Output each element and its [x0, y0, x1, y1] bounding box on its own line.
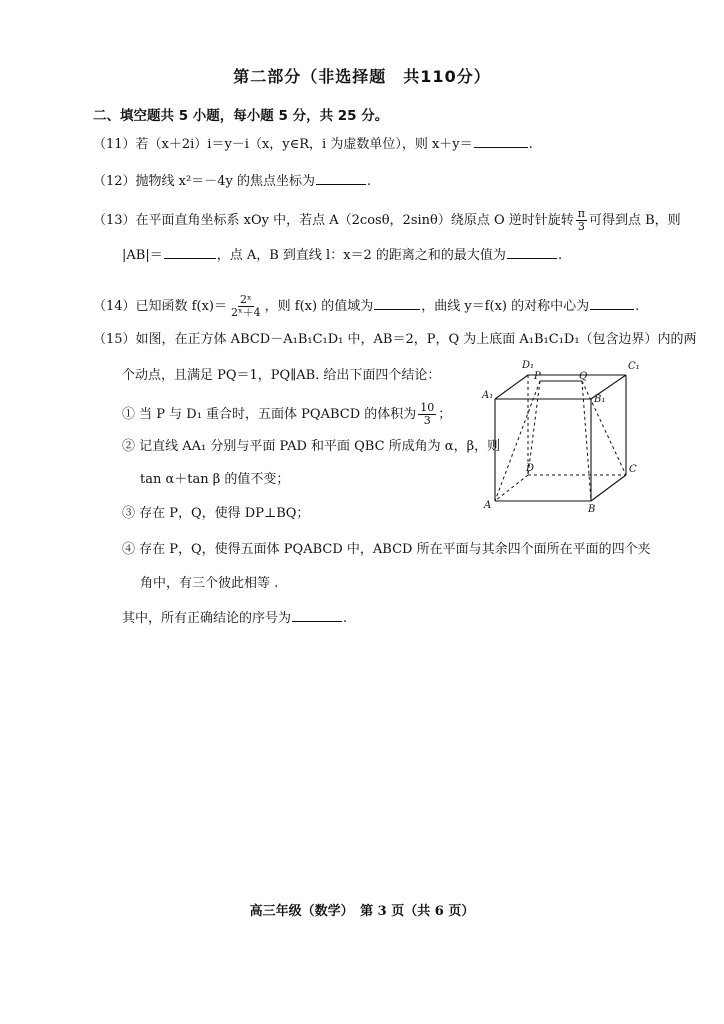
q14-answer-blank-2 — [590, 297, 634, 310]
q15-conclusion-2a: ② 记直线 AA₁ 分别与平面 PAD 和平面 QBC 所成角为 α，β，则 — [122, 439, 501, 454]
q14-text2: ，则 f(x) 的值域为 — [264, 299, 374, 314]
q15-c1-frac-den: 3 — [423, 414, 431, 427]
q15-c1-fraction — [418, 402, 436, 427]
q15-conclusion-text: 其中，所有正确结论的序号为 — [122, 611, 292, 626]
label-b1: B₁ — [594, 394, 606, 405]
q15-end: . — [343, 611, 348, 626]
label-c: C — [629, 464, 637, 475]
q15-c1-end: ； — [438, 407, 452, 422]
label-b: B — [588, 504, 596, 515]
q15-text1: 如图，在正方体 ABCD－A₁B₁C₁D₁ 中，AB＝2，P，Q 为上底面 A₁B₁C₁D₁（包含边界）内的两 — [135, 332, 697, 347]
q12-text: 抛物线 x²＝－4y 的焦点坐标为 — [135, 174, 315, 189]
question-15-line1 — [93, 331, 697, 349]
q14-answer-blank-1 — [374, 297, 420, 310]
q15-answer-blank — [292, 609, 342, 622]
label-d1: D₁ — [522, 360, 535, 371]
q15-number: （15） — [93, 332, 136, 347]
q12-number: （12） — [93, 174, 136, 189]
q12-end: . — [366, 174, 372, 189]
q13-answer-blank-2 — [507, 246, 557, 259]
page-title: 第二部分（非选择题 共110分） — [233, 67, 491, 86]
q14-text3: ，曲线 y＝f(x) 的对称中心为 — [421, 299, 590, 314]
q14-frac-num: 2ˣ — [239, 293, 252, 306]
q14-end: . — [635, 299, 640, 314]
q11-text: 若（x＋2i）i＝y－i（x，y∈R，i 为虚数单位），则 x＋y＝ — [135, 137, 473, 152]
q15-conclusion-2b: tan α＋tan β 的值不变； — [140, 472, 290, 487]
question-13-line1 — [93, 208, 681, 233]
q15-conclusion-1 — [122, 402, 451, 427]
q13-end: . — [557, 248, 563, 263]
q11-number: （11） — [93, 137, 136, 152]
q12-answer-blank — [316, 172, 366, 185]
q11-answer-blank — [474, 135, 528, 148]
label-c1: C₁ — [628, 361, 640, 372]
q13-text1: 在平面直角坐标系 xOy 中，若点 A（2cosθ，2sinθ）绕原点 O 逆时针旋转 — [135, 213, 574, 228]
label-a1: A₁ — [482, 390, 494, 401]
q14-frac-den: 2ˣ＋4 — [230, 306, 261, 319]
question-11 — [93, 135, 533, 154]
section-heading: 二、填空题共 5 小题，每小题 5 分，共 25 分。 — [93, 108, 389, 124]
q13-text4: ，点 A，B 到直线 l：x＝2 的距离之和的最大值为 — [216, 248, 506, 263]
q14-number: （14） — [93, 299, 136, 314]
label-a: A — [484, 500, 492, 511]
q14-text1: 已知函数 f(x)＝ — [135, 299, 227, 314]
q13-frac-den: 3 — [577, 220, 585, 233]
q13-text2: 可得到点 B，则 — [589, 213, 681, 228]
q13-text3: |AB|＝ — [122, 248, 163, 263]
label-d: D — [526, 463, 535, 474]
question-12 — [93, 172, 371, 191]
q15-conclusion-4b: 角中，有三个彼此相等 . — [140, 576, 279, 591]
label-p: P — [534, 371, 541, 382]
q15-conclusion-3: ③ 存在 P，Q，使得 DP⊥BQ； — [122, 506, 310, 521]
q13-frac-num: π — [577, 207, 585, 220]
cube-figure — [478, 355, 640, 517]
q15-c1-text: ① 当 P 与 D₁ 重合时，五面体 PQABCD 的体积为 — [122, 407, 417, 422]
q13-number: （13） — [93, 213, 136, 228]
q11-end: . — [528, 137, 533, 152]
q13-fraction — [576, 208, 587, 233]
q13-answer-blank-1 — [164, 246, 216, 259]
label-q: Q — [579, 371, 588, 382]
question-14 — [93, 294, 639, 319]
edge-cb — [591, 475, 626, 501]
page-footer: 高三年级（数学） 第 3 页（共 6 页） — [249, 904, 475, 919]
question-13-line2 — [122, 246, 562, 265]
question-15-line2: 个动点，且满足 PQ＝1，PQ∥AB. 给出下面四个结论： — [122, 368, 441, 383]
q15-c1-frac-num: 10 — [420, 401, 435, 414]
edge-d1a1 — [495, 375, 528, 399]
segment-pd-hidden — [528, 381, 540, 475]
q15-conclusion-prompt — [122, 609, 347, 628]
q14-fraction — [229, 294, 263, 319]
q15-conclusion-4a: ④ 存在 P，Q，使得五面体 PQABCD 中，ABCD 所在平面与其余四个面所在平面的四个夹 — [122, 542, 651, 557]
